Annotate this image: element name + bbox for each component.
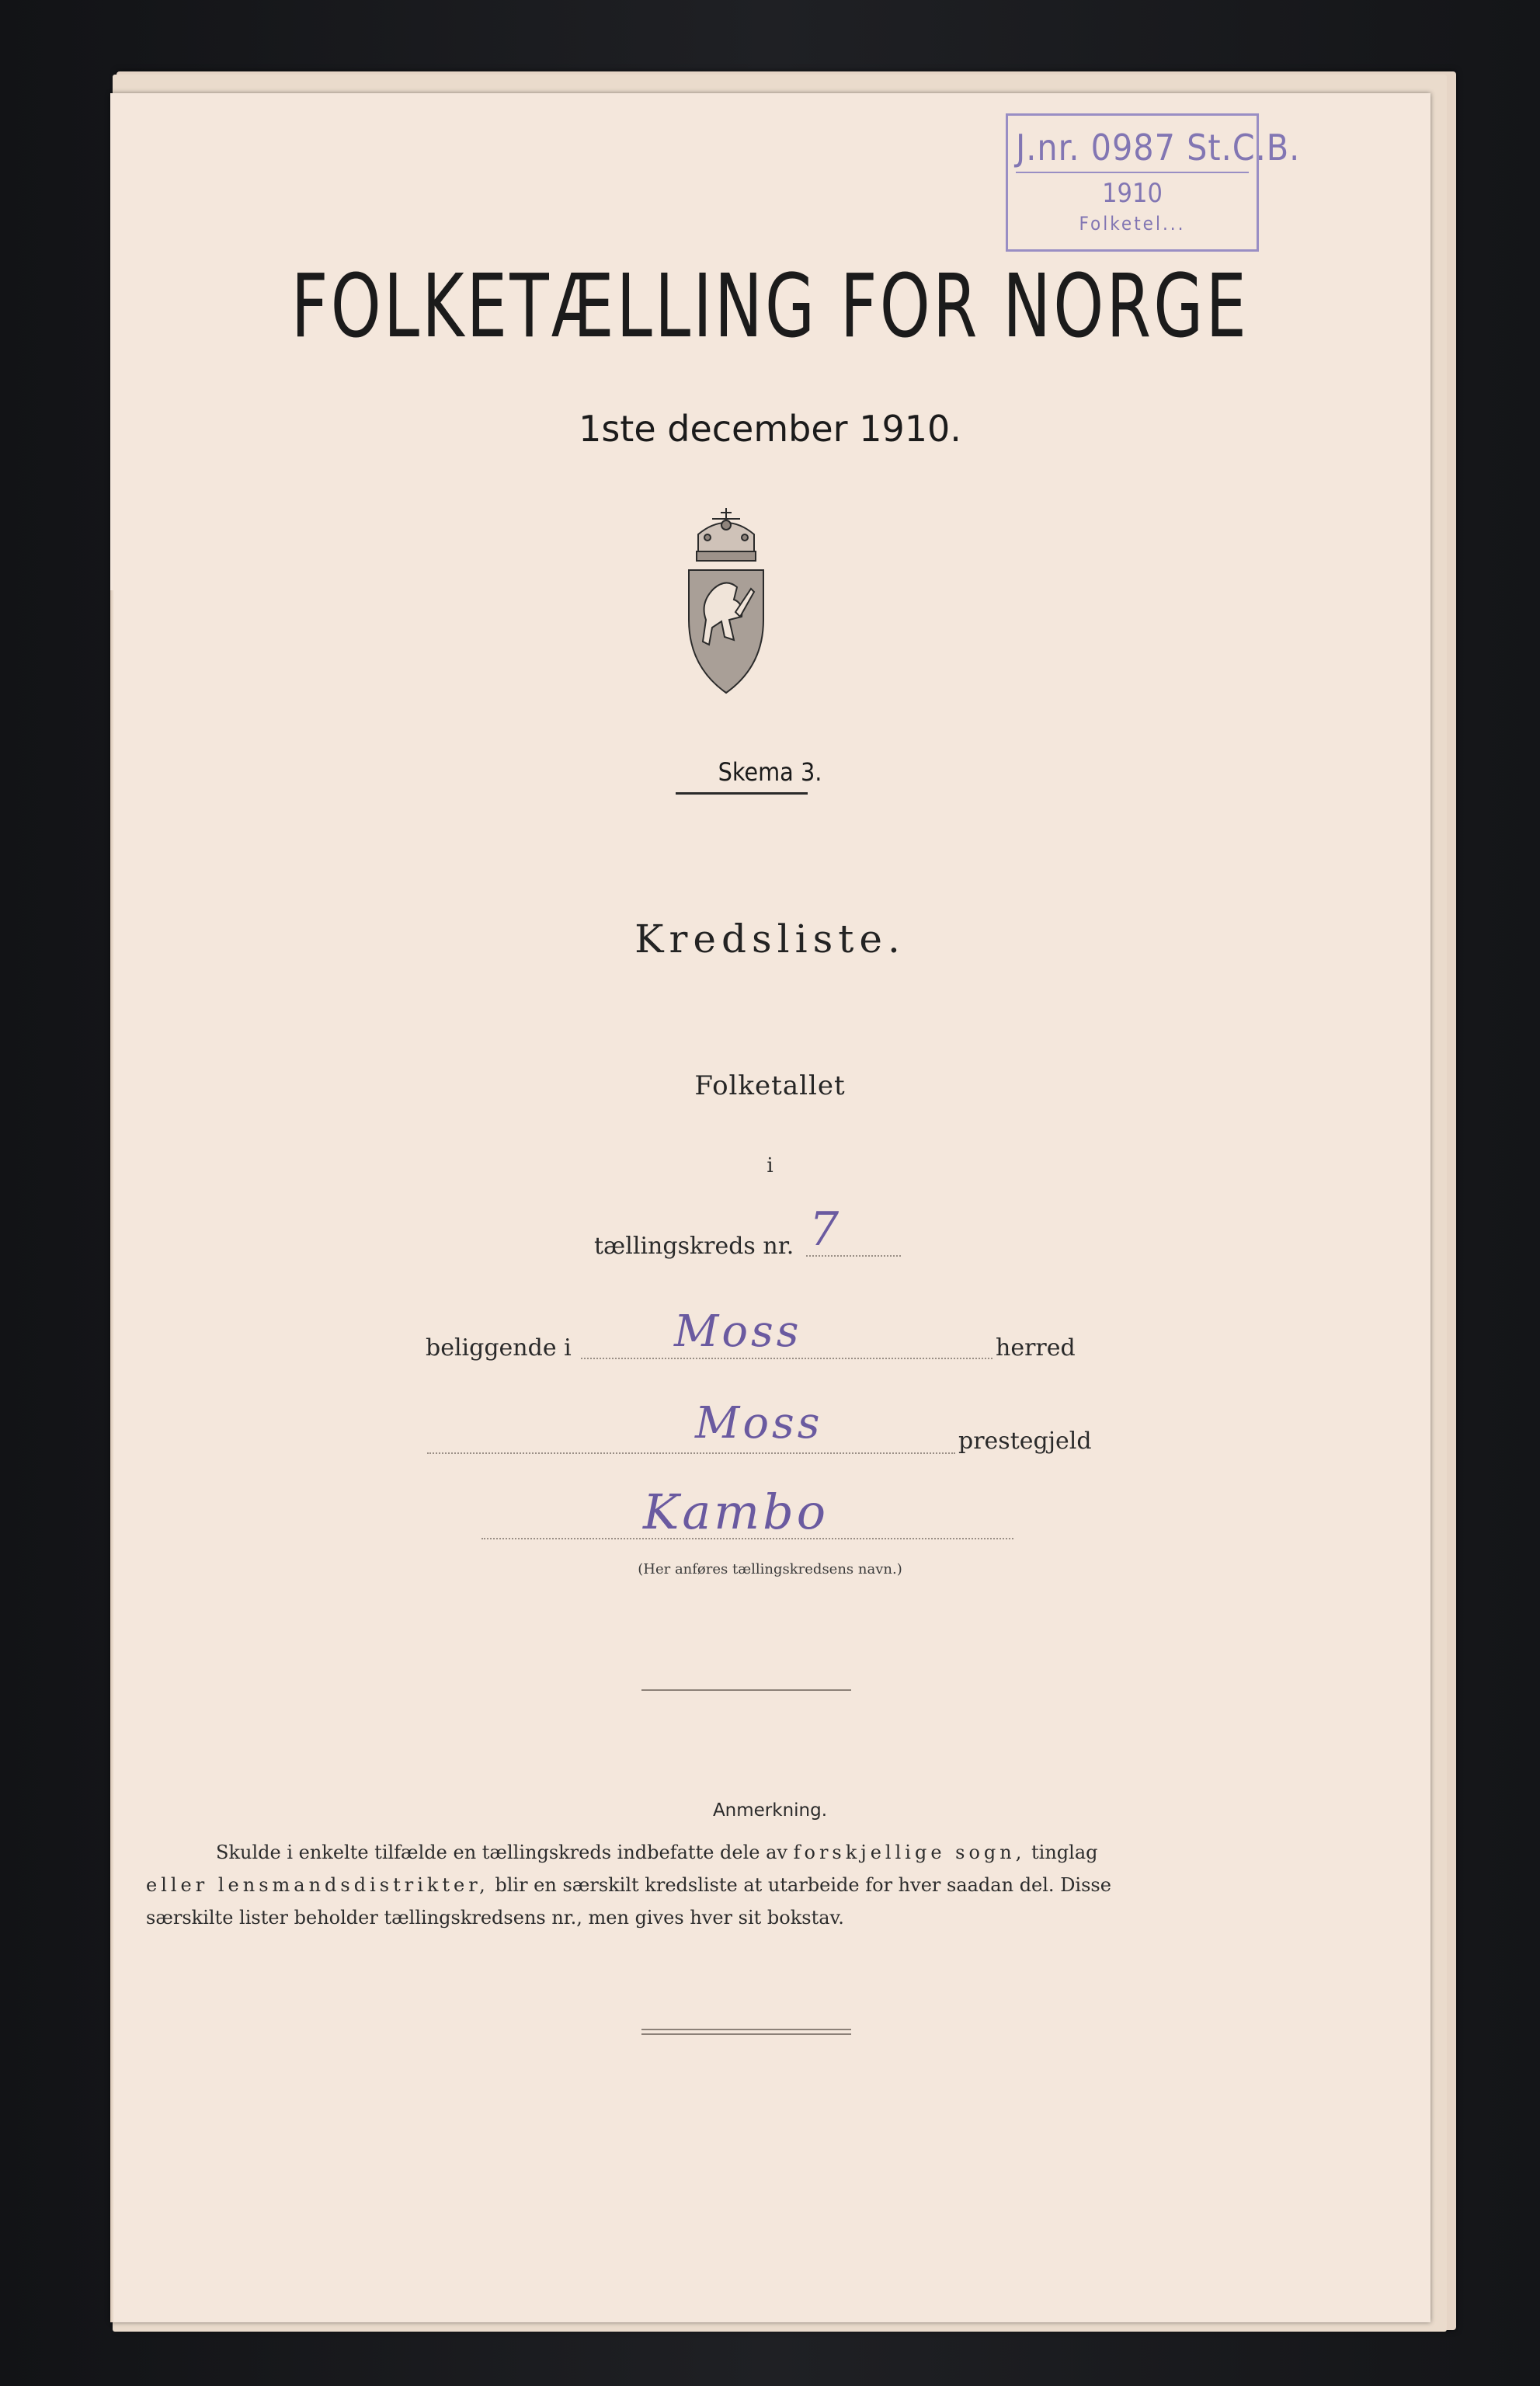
footer-rule-top (641, 2029, 851, 2030)
population-label: Folketallet (694, 1070, 846, 1101)
schema-underline (676, 792, 808, 795)
remark-line-1c: tinglag (1031, 1842, 1098, 1863)
remark-line-1b: forskjellige sogn, (793, 1842, 1026, 1863)
herred-suffix: herred (996, 1334, 1076, 1362)
prestegjeld-dotted-line (427, 1452, 955, 1454)
form-heading: Kredsliste. (634, 916, 906, 962)
remark-title: Anmerkning. (712, 1800, 828, 1821)
prestegjeld-suffix: prestegjeld (958, 1428, 1092, 1455)
remark-line-2b: blir en særskilt kredsliste at utarbeide for hver saadan del. Disse (495, 1874, 1111, 1896)
remark-line-2 (146, 1869, 1280, 1901)
page-fold-shadow (110, 590, 114, 2322)
footer-rule-bottom (641, 2033, 851, 2035)
kreds-name-instruction: (Her anføres tællingskredsens navn.) (638, 1561, 902, 1577)
preposition-i: i (767, 1154, 773, 1177)
remark-line-1a: Skulde i enkelte tilfælde en tællingskreds indbefatte dele av (216, 1842, 787, 1863)
census-date: 1ste december 1910. (579, 408, 961, 450)
remark-line-3: særskilte lister beholder tællingskredsens nr., men gives hver sit bokstav. (146, 1907, 844, 1929)
kreds-label: tællingskreds nr. (594, 1233, 794, 1260)
stamp-year: 1910 (1102, 178, 1163, 209)
prestegjeld-handwritten: Moss (695, 1398, 823, 1449)
kreds-name-handwritten: Kambo (643, 1483, 829, 1540)
schema-number: Skema 3. (718, 757, 822, 787)
stamp-footer: Folketel... (1079, 213, 1186, 235)
herred-prefix: beliggende i (426, 1334, 572, 1362)
stamp-divider (1016, 172, 1249, 173)
herred-handwritten: Moss (674, 1306, 802, 1357)
stamp-journal-number: J.nr. 0987 St.C.B. (1016, 127, 1301, 169)
remark-line-1 (216, 1836, 1280, 1869)
archive-stamp (1006, 113, 1301, 252)
norwegian-coat-of-arms-icon (680, 503, 773, 697)
page-title: FOLKETÆLLING FOR NORGE (290, 256, 1250, 357)
kreds-number-handwritten: 7 (809, 1202, 843, 1257)
remark-line-2a: eller lensmandsdistrikter, (146, 1874, 489, 1896)
herred-dotted-line (581, 1358, 992, 1359)
section-divider (641, 1689, 851, 1691)
remark-text (146, 1836, 1280, 1934)
